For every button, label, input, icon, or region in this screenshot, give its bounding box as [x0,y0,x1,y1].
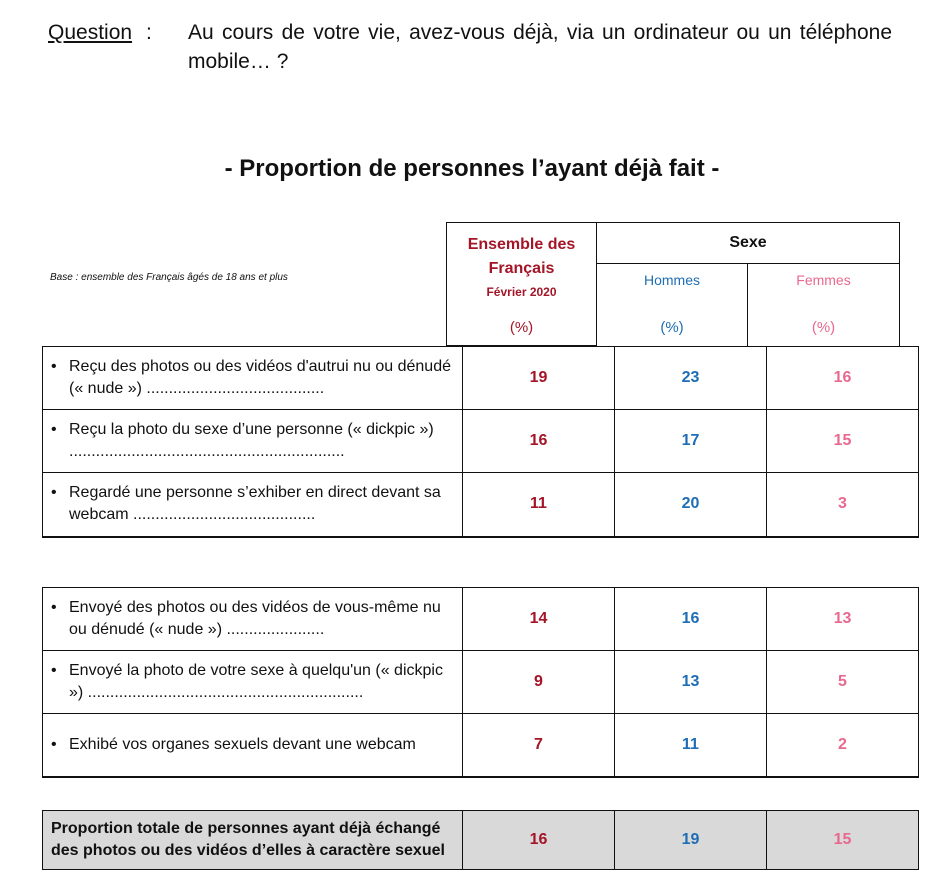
row-label: Envoyé la photo de votre sexe à quelqu'un (« dickpic ») .............................................................. [69,662,443,701]
value-ensemble: 14 [463,588,615,651]
question-label: Question [48,21,133,44]
row-label: Reçu la photo du sexe d’une personne (« dickpic ») .............................................................. [69,421,434,460]
question-text: Au cours de votre vie, avez-vous déjà, via un ordinateur ou un téléphone mobile… ? [188,21,892,73]
row-label-cell [43,347,463,410]
value-hommes: 11 [615,714,767,777]
row-label-cell [43,714,463,777]
header-sexe: Sexe [597,222,900,264]
base-note: Base : ensemble des Français âgés de 18 ans et plus [50,272,288,283]
total-hommes: 19 [615,811,767,870]
header-hommes-label: Hommes [643,272,700,288]
value-hommes: 16 [615,588,767,651]
total-femmes: 15 [767,811,919,870]
header-ensemble-date: Février 2020 [486,285,557,299]
header-ensemble-line1: Ensemble des [467,236,576,253]
bullet-icon: • [51,662,57,679]
value-hommes: 20 [615,473,767,537]
table-row [43,714,919,777]
header-femmes-unit: (%) [811,319,836,336]
value-femmes: 13 [767,588,919,651]
row-label-cell [43,588,463,651]
value-ensemble: 19 [463,347,615,410]
value-femmes: 2 [767,714,919,777]
header-ensemble-unit: (%) [509,319,534,336]
value-femmes: 15 [767,410,919,473]
bullet-icon: • [51,358,57,375]
row-label-cell [43,410,463,473]
total-table [42,810,919,870]
value-femmes: 3 [767,473,919,537]
row-label-cell [43,473,463,537]
sent-table [42,587,919,778]
row-label: Regardé une personne s’exhiber en direct devant sa webcam ......................................... [69,484,441,524]
header-ensemble-line2: Français [488,260,555,277]
total-label: Proportion totale de personnes ayant déjà échangé des photos ou des vidéos d’elles à caractère sexuel [43,811,463,870]
value-hommes: 23 [615,347,767,410]
bullet-icon: • [51,599,57,616]
value-ensemble: 9 [463,651,615,714]
table-row [43,410,919,473]
bullet-icon: • [51,735,57,753]
value-hommes: 17 [615,410,767,473]
header-hommes-unit: (%) [660,319,684,336]
header-hommes [597,263,748,346]
value-femmes: 16 [767,347,919,410]
total-ensemble: 16 [463,811,615,870]
header-femmes [748,263,900,346]
value-femmes: 5 [767,651,919,714]
value-ensemble: 11 [463,473,615,537]
bullet-icon: • [51,484,57,502]
table-row [43,651,919,714]
row-label: Reçu des photos ou des vidéos d'autrui nu ou dénudé (« nude ») ........................................ [69,358,451,397]
value-ensemble: 7 [463,714,615,777]
header-ensemble-title [447,233,596,281]
row-label-cell [43,651,463,714]
bullet-icon: • [51,421,57,438]
received-table [42,346,919,538]
table-row [43,473,919,537]
total-row [43,811,919,870]
value-ensemble: 16 [463,410,615,473]
page-title: - Proportion de personnes l’ayant déjà fait - [224,155,720,182]
value-hommes: 13 [615,651,767,714]
row-label: Envoyé des photos ou des vidéos de vous-même nu ou dénudé (« nude ») ...................... [69,599,441,638]
table-row [43,347,919,410]
header-femmes-label: Femmes [796,272,851,288]
table-row [43,588,919,651]
header-ensemble [446,222,597,346]
row-label: Exhibé vos organes sexuels devant une webcam [69,735,416,753]
question-colon: : [146,21,152,44]
